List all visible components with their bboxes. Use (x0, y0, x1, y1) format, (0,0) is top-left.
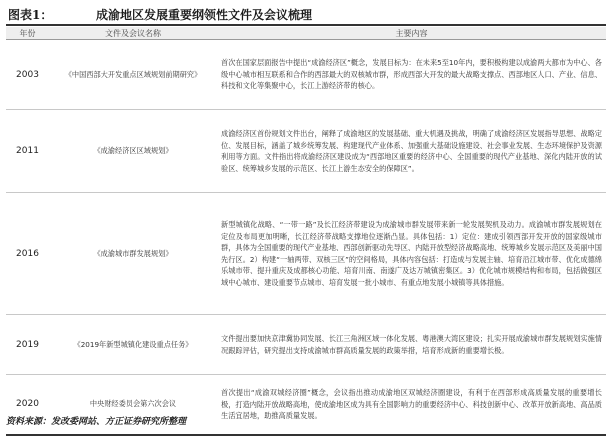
row-content: 新型城镇化战略、“一带一路”及长江经济带建设为成渝城市群发展带来新一轮发展契机及动力。成渝城市群发展规划在定位及布局更加明晰，长江经济带战略支撑地位逐渐凸显。具体包括：1）定位：建成引领西部开发开放的国家级城市群，具体为全国重要的现代产业基地、西部创新驱动先导区、内陆开放型经济战略高地、统筹城乡发展示范区及美丽中国先行区。2）构建“一轴两带、双核三区”的空间格局，具体内容包括：打造成与发展主轴、培育沿江城市带、优化成德绵乐城市带、提升重庆及成都核心功能、培育川南、南遂广及达万城镇密集区。3）优化城市规模结构和布局，包括做强区域中心城市、建设重要节点城市、培育发展一批小城市、有重点地发展小城镇等具体措施。 (217, 193, 606, 315)
header-content: 主要内容 (217, 27, 606, 40)
row-document: 《成渝城市群发展规划》 (49, 193, 217, 315)
row-document: 《中国西部大开发重点区域规划前期研究》 (49, 40, 217, 110)
row-content: 首次提出“成渝双城经济圈”概念，会议指出推动成渝地区双城经济圈建设，有利于在西部形成高质量发展的重要增长极，打造内陆开放战略高地，使成渝地区成为具有全国影响力的重要经济中心、科技创新中心、改革开放新高地、高品质生活宜居地，助推高质量发展。 (217, 375, 606, 435)
policy-table (6, 27, 606, 436)
table-header-row (6, 27, 606, 40)
row-year: 2011 (6, 110, 49, 193)
row-content: 首次在国家层面报告中提出“成渝经济区”概念，发展目标为：在未来5至10年内，要积极构建以成渝两大都市为中心、各级中心城市相互联系和合作的西部最大的双核城市群，形成西部大开发的最大战略支撑点、西部地区人口、产业、信息、科技和文化等集聚中心，长江上游经济带的核心。 (217, 40, 606, 110)
table-row (6, 315, 606, 375)
row-year: 2016 (6, 193, 49, 315)
table-row (6, 40, 606, 110)
row-content: 文件提出要加快京津冀协同发展、长江三角洲区域一体化发展、粤港澳大湾区建设；扎实开展成渝城市群发展规划实施情况跟踪评估，研究提出支持成渝城市群高质量发展的政策举措，培育形成新的重要增长极。 (217, 315, 606, 375)
table-row (6, 110, 606, 193)
row-content: 成渝经济区首份规划文件出台，阐释了成渝地区的发展基础、重大机遇及挑战，明确了成渝经济区发展指导思想、战略定位、发展目标，涵盖了城乡统筹发展、构建现代产业体系、加强重大基础设施建设、社会事业发展、生态环境保护及资源利用等方面。文件指出将成渝经济区建设成为“西部地区重要的经济中心、全国重要的现代产业基地、深化内陆开放的试验区、统筹城乡发展的示范区、长江上游生态安全的保障区”。 (217, 110, 606, 193)
row-year: 2003 (6, 40, 49, 110)
row-year: 2019 (6, 315, 49, 375)
header-year: 年份 (6, 27, 49, 40)
row-document: 《2019年新型城镇化建设重点任务》 (49, 315, 217, 375)
row-document: 《成渝经济区区域规划》 (49, 110, 217, 193)
row-document: 中央财经委员会第六次会议 (49, 375, 217, 435)
title-bar (6, 4, 606, 26)
figure-number: 图表1： (8, 8, 53, 22)
source-note: 资料来源：发改委网站、方正证券研究所整理 (6, 417, 187, 427)
table-row (6, 193, 606, 315)
figure-title: 成渝地区发展重要纲领性文件及会议梳理 (96, 8, 313, 22)
header-document: 文件及会议名称 (49, 27, 217, 40)
row-year: 2020 (6, 375, 49, 435)
